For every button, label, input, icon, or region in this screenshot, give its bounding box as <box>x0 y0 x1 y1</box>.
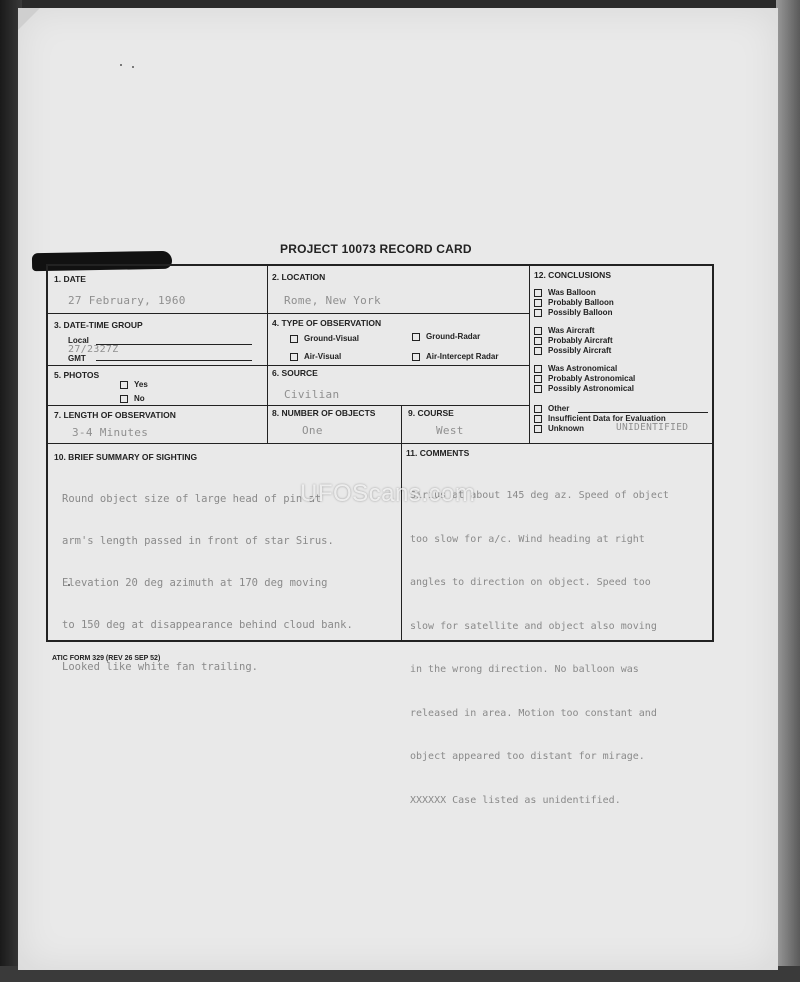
comments-line: too slow for a/c. Wind heading at right <box>410 533 645 545</box>
course-value: West <box>436 424 464 437</box>
option-label: Ground-Radar <box>426 332 481 341</box>
dtg-local-label: Local <box>68 336 89 345</box>
option-label: Probably Aircraft <box>548 336 613 345</box>
summary-line: to 150 deg at disappearance behind cloud bank. <box>62 619 353 631</box>
type-of-observation-cell <box>268 314 530 366</box>
dust-speck <box>132 66 134 68</box>
watermark: UFOScans.com <box>300 480 476 507</box>
conclusion-unknown <box>534 424 584 433</box>
conclusions-cell <box>530 266 712 444</box>
checkbox-icon <box>120 395 128 403</box>
conclusion-probably-astronomical <box>534 374 635 383</box>
location-label: 2. LOCATION <box>272 272 326 282</box>
option-label: Yes <box>134 380 148 389</box>
dtg-label: 3. DATE-TIME GROUP <box>54 320 143 330</box>
checkbox-icon <box>412 353 420 361</box>
comments-line: XXXXXX Case listed as unidentified. <box>410 794 621 806</box>
conclusion-possibly-balloon <box>534 308 612 317</box>
photos-cell <box>48 366 268 406</box>
conclusion-was-astronomical <box>534 364 617 373</box>
checkbox-icon <box>534 347 542 355</box>
summary-line: Elevation 20 deg azimuth at 170 deg moving <box>62 577 328 589</box>
option-label: Probably Balloon <box>548 298 614 307</box>
conclusion-was-balloon <box>534 288 596 297</box>
other-line <box>578 412 708 413</box>
option-label: Unknown <box>548 424 584 433</box>
checkbox-icon <box>534 337 542 345</box>
checkbox-icon <box>534 289 542 297</box>
option-label: Other <box>548 404 570 413</box>
location-value: Rome, New York <box>284 294 381 307</box>
length-of-observation-cell <box>48 406 268 444</box>
photos-label: 5. PHOTOS <box>54 370 100 380</box>
card-title: PROJECT 10073 RECORD CARD <box>280 242 472 256</box>
option-air-visual <box>290 352 341 361</box>
option-label: Was Balloon <box>548 288 596 297</box>
course-label: 9. COURSE <box>408 408 454 418</box>
conclusion-typed-unidentified: UNIDENTIFIED <box>616 422 689 433</box>
option-label: Was Astronomical <box>548 364 618 373</box>
date-value: 27 February, 1960 <box>68 294 186 307</box>
checkbox-icon <box>534 405 542 413</box>
option-label: Air-Visual <box>304 352 342 361</box>
summary-label: 10. BRIEF SUMMARY OF SIGHTING <box>54 452 198 462</box>
comments-line: angles to direction on object. Speed too <box>410 577 651 588</box>
source-value: Civilian <box>284 388 340 401</box>
conclusion-possibly-astronomical <box>534 384 634 393</box>
comments-cell <box>402 444 712 806</box>
option-label: Probably Astronomical <box>548 374 636 383</box>
source-cell <box>268 366 530 406</box>
page-corner-fold <box>18 8 40 30</box>
dtg-value: 27/2327Z <box>68 344 119 355</box>
conclusion-was-aircraft <box>534 326 595 335</box>
option-label: Possibly Balloon <box>548 308 613 317</box>
option-air-intercept-radar <box>412 352 498 361</box>
conclusion-probably-balloon <box>534 298 614 307</box>
comments-line: released in area. Motion too constant and <box>410 707 657 719</box>
option-label: Ground-Visual <box>304 334 359 343</box>
comments-line: slow for satellite and object also moving <box>410 620 657 632</box>
checkbox-icon <box>412 333 420 341</box>
checkbox-icon <box>534 309 542 317</box>
comments-line: object appeared too distant for mirage. <box>410 751 645 762</box>
date-label: 1. DATE <box>54 274 86 284</box>
checkbox-icon <box>534 385 542 393</box>
option-label: No <box>134 394 145 403</box>
checkbox-icon <box>534 415 542 423</box>
summary-line: Round object size of large head of pin at <box>62 493 322 505</box>
checkbox-icon <box>534 425 542 433</box>
date-time-group-cell <box>48 314 268 366</box>
checkbox-icon <box>534 327 542 335</box>
comments-text <box>410 460 669 837</box>
option-label: Insufficient Data for Evaluation <box>548 414 666 423</box>
option-ground-visual <box>290 334 359 343</box>
checkbox-icon <box>290 353 298 361</box>
form-identifier: ATIC FORM 329 (REV 26 SEP 52) <box>52 655 161 662</box>
length-label: 7. LENGTH OF OBSERVATION <box>54 410 176 420</box>
dtg-gmt-label: GMT <box>68 354 86 363</box>
dtg-gmt-line <box>96 360 252 361</box>
conclusion-possibly-aircraft <box>534 346 611 355</box>
conclusions-label: 12. CONCLUSIONS <box>534 270 611 280</box>
checkbox-icon <box>534 375 542 383</box>
photos-yes-option <box>120 380 148 389</box>
num-objects-label: 8. NUMBER OF OBJECTS <box>272 408 376 418</box>
course-cell <box>402 406 530 444</box>
scan-border-right <box>776 0 800 982</box>
conclusion-other <box>534 404 569 413</box>
comments-label: 11. COMMENTS <box>406 448 470 458</box>
checkbox-icon <box>120 381 128 389</box>
summary-line: Looked like white fan trailing. <box>62 661 258 673</box>
dust-speck <box>120 64 122 66</box>
comments-line: in the wrong direction. No balloon was <box>410 664 639 675</box>
checkbox-icon <box>534 365 542 373</box>
number-of-objects-cell <box>268 406 402 444</box>
option-label: Possibly Astronomical <box>548 384 634 393</box>
num-objects-value: One <box>302 424 323 437</box>
option-ground-radar <box>412 332 480 341</box>
date-cell <box>48 266 268 314</box>
option-label: Possibly Aircraft <box>548 346 612 355</box>
length-value: 3-4 Minutes <box>72 426 149 439</box>
summary-line: arm's length passed in front of star Sirus. <box>62 535 334 547</box>
location-cell <box>268 266 530 314</box>
comments-line: Sirius at about 145 deg az. Speed of object <box>410 490 669 501</box>
dtg-local-line <box>96 344 252 345</box>
photos-no-option <box>120 394 145 403</box>
option-label: Air-Intercept Radar <box>426 352 499 361</box>
checkbox-icon <box>290 335 298 343</box>
type-obs-label: 4. TYPE OF OBSERVATION <box>272 318 382 328</box>
checkbox-icon <box>534 299 542 307</box>
conclusion-probably-aircraft <box>534 336 613 345</box>
source-label: 6. SOURCE <box>272 368 318 378</box>
option-label: Was Aircraft <box>548 326 595 335</box>
